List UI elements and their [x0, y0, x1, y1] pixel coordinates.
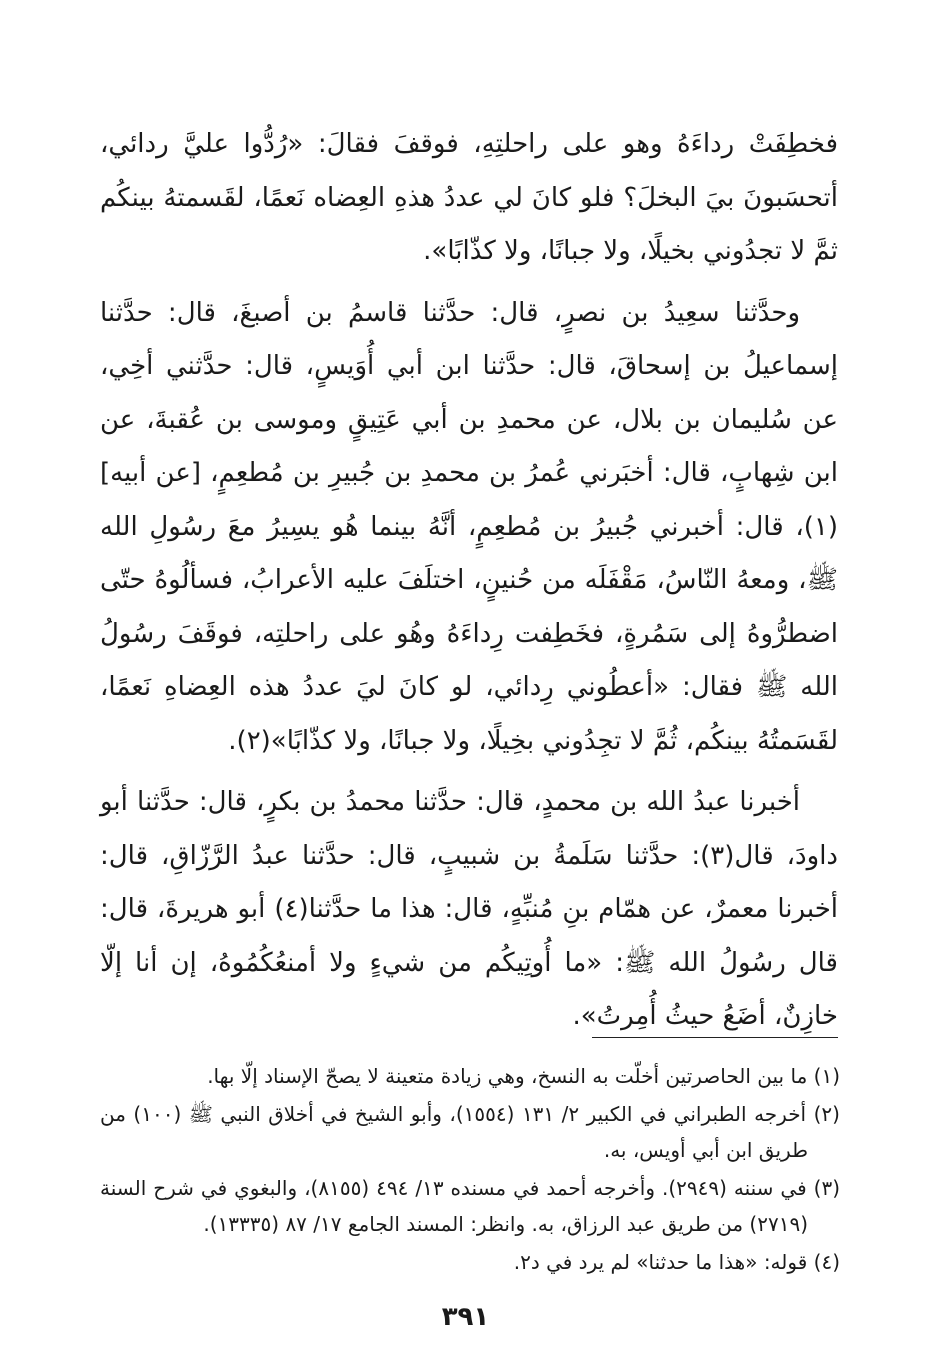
footnote-3: (٣) في سننه (٢٩٤٩). وأخرجه أحمد في مسنده ١٣/ ٤٩٤ (٨١٥٥)، والبغوي في شرح السنة (٢٧١٩) من طريق عبد الرزاق، به. وانظر: المسند الجامع ١٧/ ٨٧ (١٣٣٣٥). [100, 1176, 840, 1236]
footnote-4: (٤) قوله: «هذا ما حدثنا» لم يرد في د٢. [513, 1250, 840, 1274]
footnote-1: (١) ما بين الحاصرتين أخلّت به النسخ، وهي زيادة متعينة لا يصحّ الإسناد إلّا بها. [207, 1064, 840, 1088]
paragraph-2: وحدَّثنا سعِيدُ بن نصرٍ، قال: حدَّثنا قاسمُ بن أصبغَ، قال: حدَّثنا إسماعيلُ بن إسحاقَ، قال: حدَّثنا ابن أبي أُوَيسٍ، قال: حدَّثني أخِي، عن سُليمان بن بلال، عن محمدِ بن أبي عَتِيقٍ وموسى بن عُقبةَ، عن ابن شِهابٍ، قال: أخبَرني عُمرُ بن محمدِ بن جُبيرِ بن مُطعِمٍ، [عن أبيه](١)، قال: أخبرني جُبيرُ بن مُطعِمٍ، أنَّهُ بينما هُو يسِيرُ معَ رسُولِ الله ﷺ، ومعهُ النّاسُ، مَقْفَلَه من حُنينٍ، اختلَفَ عليه الأعرابُ، فسألُوهُ حتّى اضطرُّوهُ إلى سَمُرةٍ، فخَطِفت رِداءَهُ وهُو على راحلتِه، فوقَفَ رسُولُ الله ﷺ فقال: «أعطُوني رِدائي، لو كانَ ليَ عددُ هذه العِضاهِ نَعمًا، لقَسَمتُهُ بينكُم، ثُمَّ لا تجِدُوني بخِيلًا، ولا جبانًا، ولا كذّابًا»(٢). [100, 297, 838, 756]
page-number: ٣٩١ [441, 1302, 490, 1332]
footnote-separator [592, 1037, 838, 1038]
footnote-2: (٢) أخرجه الطبراني في الكبير ٢/ ١٣١ (١٥٥٤)، وأبو الشيخ في أخلاق النبي ﷺ (١٠٠) من طريق ابن أبي أويس، به. [100, 1102, 840, 1162]
main-text [100, 118, 838, 1044]
paragraph-3: أخبرنا عبدُ الله بن محمدٍ، قال: حدَّثنا محمدُ بن بكرٍ، قال: حدَّثنا أبو داودَ، قال(٣): حدَّثنا سَلَمةُ بن شبيبٍ، قال: حدَّثنا عبدُ الرَّزّاقِ، قال: أخبرنا معمرٌ، عن همّام بنِ مُنبِّهٍ، قال: هذا ما حدَّثنا(٤) أبو هريرةَ، قال: قال رسُولُ الله ﷺ: «ما أُوتِيكُم من شيءٍ ولا أمنعُكُمُوهُ، إن أنا إلّا خازِنٌ، أضَعُ حيثُ أُمِرتُ». [100, 787, 838, 1031]
footnotes [100, 1058, 840, 1280]
paragraph-1: فخطِفَتْ رداءَهُ وهو على راحلتِهِ، فوقفَ فقالَ: «رُدُّوا عليَّ ردائي، أتحسَبونَ بيَ البخلَ؟ فلو كانَ لي عددُ هذهِ العِضاه نَعمًا، لقَسمتهُ بينكُم ثمَّ لا تجدُوني بخيلًا، ولا جبانًا، ولا كذّابًا». [100, 129, 838, 266]
